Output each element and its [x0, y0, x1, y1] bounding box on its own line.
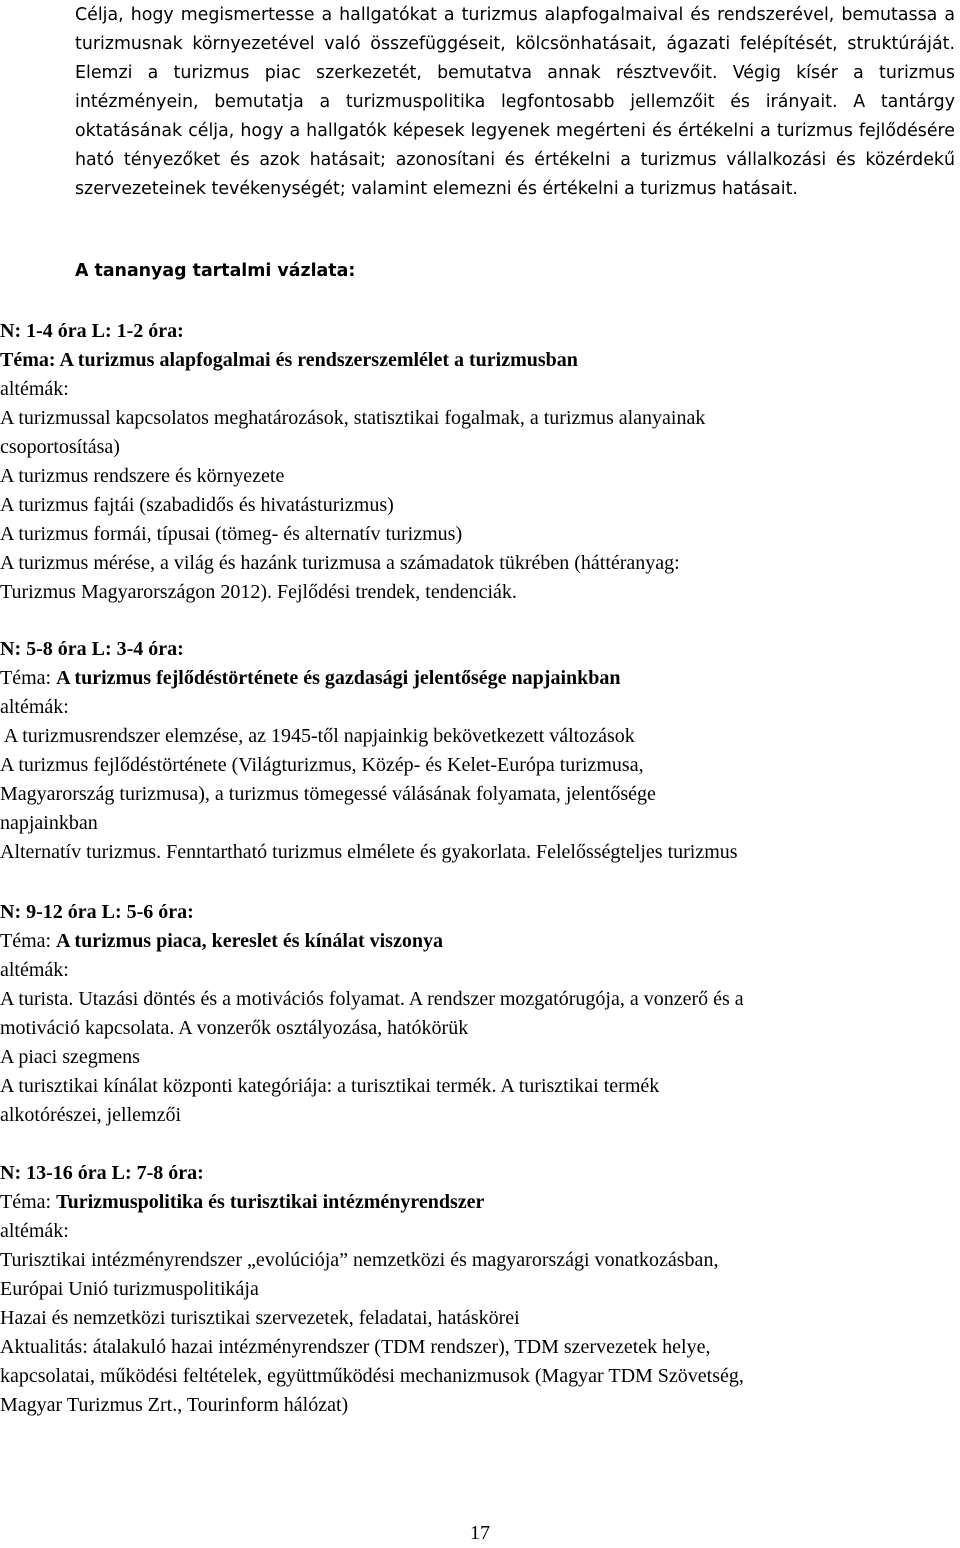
section-hours: N: 13-16 óra L: 7-8 óra:	[0, 1162, 204, 1184]
subtopic-line: Európai Unió turizmuspolitikája	[0, 1278, 259, 1300]
subtopic-line: Turizmus Magyarországon 2012). Fejlődési trendek, tendenciák.	[0, 581, 517, 603]
section-topic	[0, 664, 955, 693]
subtopic-line: A turisztikai kínálat központi kategóriája: a turisztikai termék. A turisztikai termék	[0, 1075, 660, 1097]
subtopic-line: Hazai és nemzetközi turisztikai szervezetek, feladatai, hatáskörei	[0, 1307, 520, 1329]
subtopic-line: Alternatív turizmus. Fenntartható turizmus elmélete és gyakorlata. Felelősségteljes turizmus	[0, 841, 738, 863]
subtopics-label: altémák:	[0, 1220, 69, 1242]
topic-label: Téma:	[0, 1191, 52, 1213]
section-2	[0, 635, 955, 867]
subtopic-line: A piaci szegmens	[0, 1046, 140, 1068]
subtopics-label: altémák:	[0, 378, 69, 400]
subtopic-line: Magyar Turizmus Zrt., Tourinform hálózat)	[0, 1394, 349, 1416]
section-topic	[0, 927, 955, 956]
topic-label: Téma:	[0, 667, 52, 689]
subtopic-line: alkotórészei, jellemzői	[0, 1104, 182, 1126]
section-1	[0, 317, 955, 607]
subtopic-line: A turizmus fejlődéstörténete (Világturizmus, Közép- és Kelet-Európa turizmusa,	[0, 754, 644, 776]
section-3	[0, 898, 955, 1130]
section-hours: N: 5-8 óra L: 3-4 óra:	[0, 638, 184, 660]
subtopics-label: altémák:	[0, 959, 69, 981]
topic-title: Turizmuspolitika és turisztikai intézményrendszer	[56, 1191, 485, 1213]
subtopic-line: A turizmus formái, típusai (tömeg- és alternatív turizmus)	[0, 523, 463, 545]
intro-paragraph: Célja, hogy megismertesse a hallgatókat a turizmus alapfogalmaival és rendszerével, bemutassa a turizmusnak környezetével való összefüggéseit, kölcsönhatásait, ágazati felépítését, struktúráját. Elemzi a turizmus piac szerkezetét, bemutatva annak résztvevőit. Végig kísér a turizmus intézményein, bemutatja a turizmuspolitika legfontosabb jellemzőit és irányait. A tantárgy oktatásának célja, hogy a hallgatók képesek legyenek megérteni és értékelni a turizmus fejlődésére ható tényezőket és azok hatásait; azonosítani és értékelni a turizmus vállalkozási és közérdekű szervezeteinek tevékenységét; valamint elemezni és értékelni a turizmus hatásait.	[75, 5, 955, 199]
subtopic-line: A turizmussal kapcsolatos meghatározások, statisztikai fogalmak, a turizmus alanyainak	[0, 407, 706, 429]
subtopic-line: A turizmus mérése, a világ és hazánk turizmusa a számadatok tükrében (háttéranyag:	[0, 552, 680, 574]
subtopic-line: Aktualitás: átalakuló hazai intézményrendszer (TDM rendszer), TDM szervezetek helye,	[0, 1336, 711, 1358]
subtopic-line: Turisztikai intézményrendszer „evolúciója” nemzetközi és magyarországi vonatkozásban,	[0, 1249, 719, 1271]
topic-title: A turizmus alapfogalmai és rendszerszemlélet a turizmusban	[59, 349, 578, 371]
subtopic-line: A turizmusrendszer elemzése, az 1945-től napjainkig bekövetkezett változások	[0, 725, 635, 747]
section-hours: N: 9-12 óra L: 5-6 óra:	[0, 901, 194, 923]
subtopic-line: motiváció kapcsolata. A vonzerők osztályozása, hatókörük	[0, 1017, 469, 1039]
subtopic-line: A turizmus fajtái (szabadidős és hivatásturizmus)	[0, 494, 394, 516]
subtopic-line: A turizmus rendszere és környezete	[0, 465, 285, 487]
topic-label: Téma:	[0, 930, 52, 952]
page-number: 17	[470, 1522, 490, 1544]
topic-label: Téma:	[0, 349, 56, 371]
subtopic-line: kapcsolatai, működési feltételek, együttműködési mechanizmusok (Magyar TDM Szövetség,	[0, 1365, 744, 1387]
subtopic-line: csoportosítása)	[0, 436, 120, 458]
section-topic	[0, 346, 955, 375]
subtopic-line: napjainkban	[0, 812, 98, 834]
topic-title: A turizmus fejlődéstörténete és gazdasági jelentősége napjainkban	[56, 667, 621, 689]
topic-title: A turizmus piaca, kereslet és kínálat viszonya	[56, 930, 443, 952]
subtopic-line: Magyarország turizmusa), a turizmus tömegessé válásának folyamata, jelentősége	[0, 783, 656, 805]
section-hours: N: 1-4 óra L: 1-2 óra:	[0, 320, 184, 342]
section-topic	[0, 1188, 955, 1217]
subtopics-label: altémák:	[0, 696, 69, 718]
outline-title: A tananyag tartalmi vázlata:	[75, 261, 356, 281]
subtopic-line: A turista. Utazási döntés és a motivációs folyamat. A rendszer mozgatórugója, a vonzerő és a	[0, 988, 744, 1010]
section-4	[0, 1159, 955, 1420]
